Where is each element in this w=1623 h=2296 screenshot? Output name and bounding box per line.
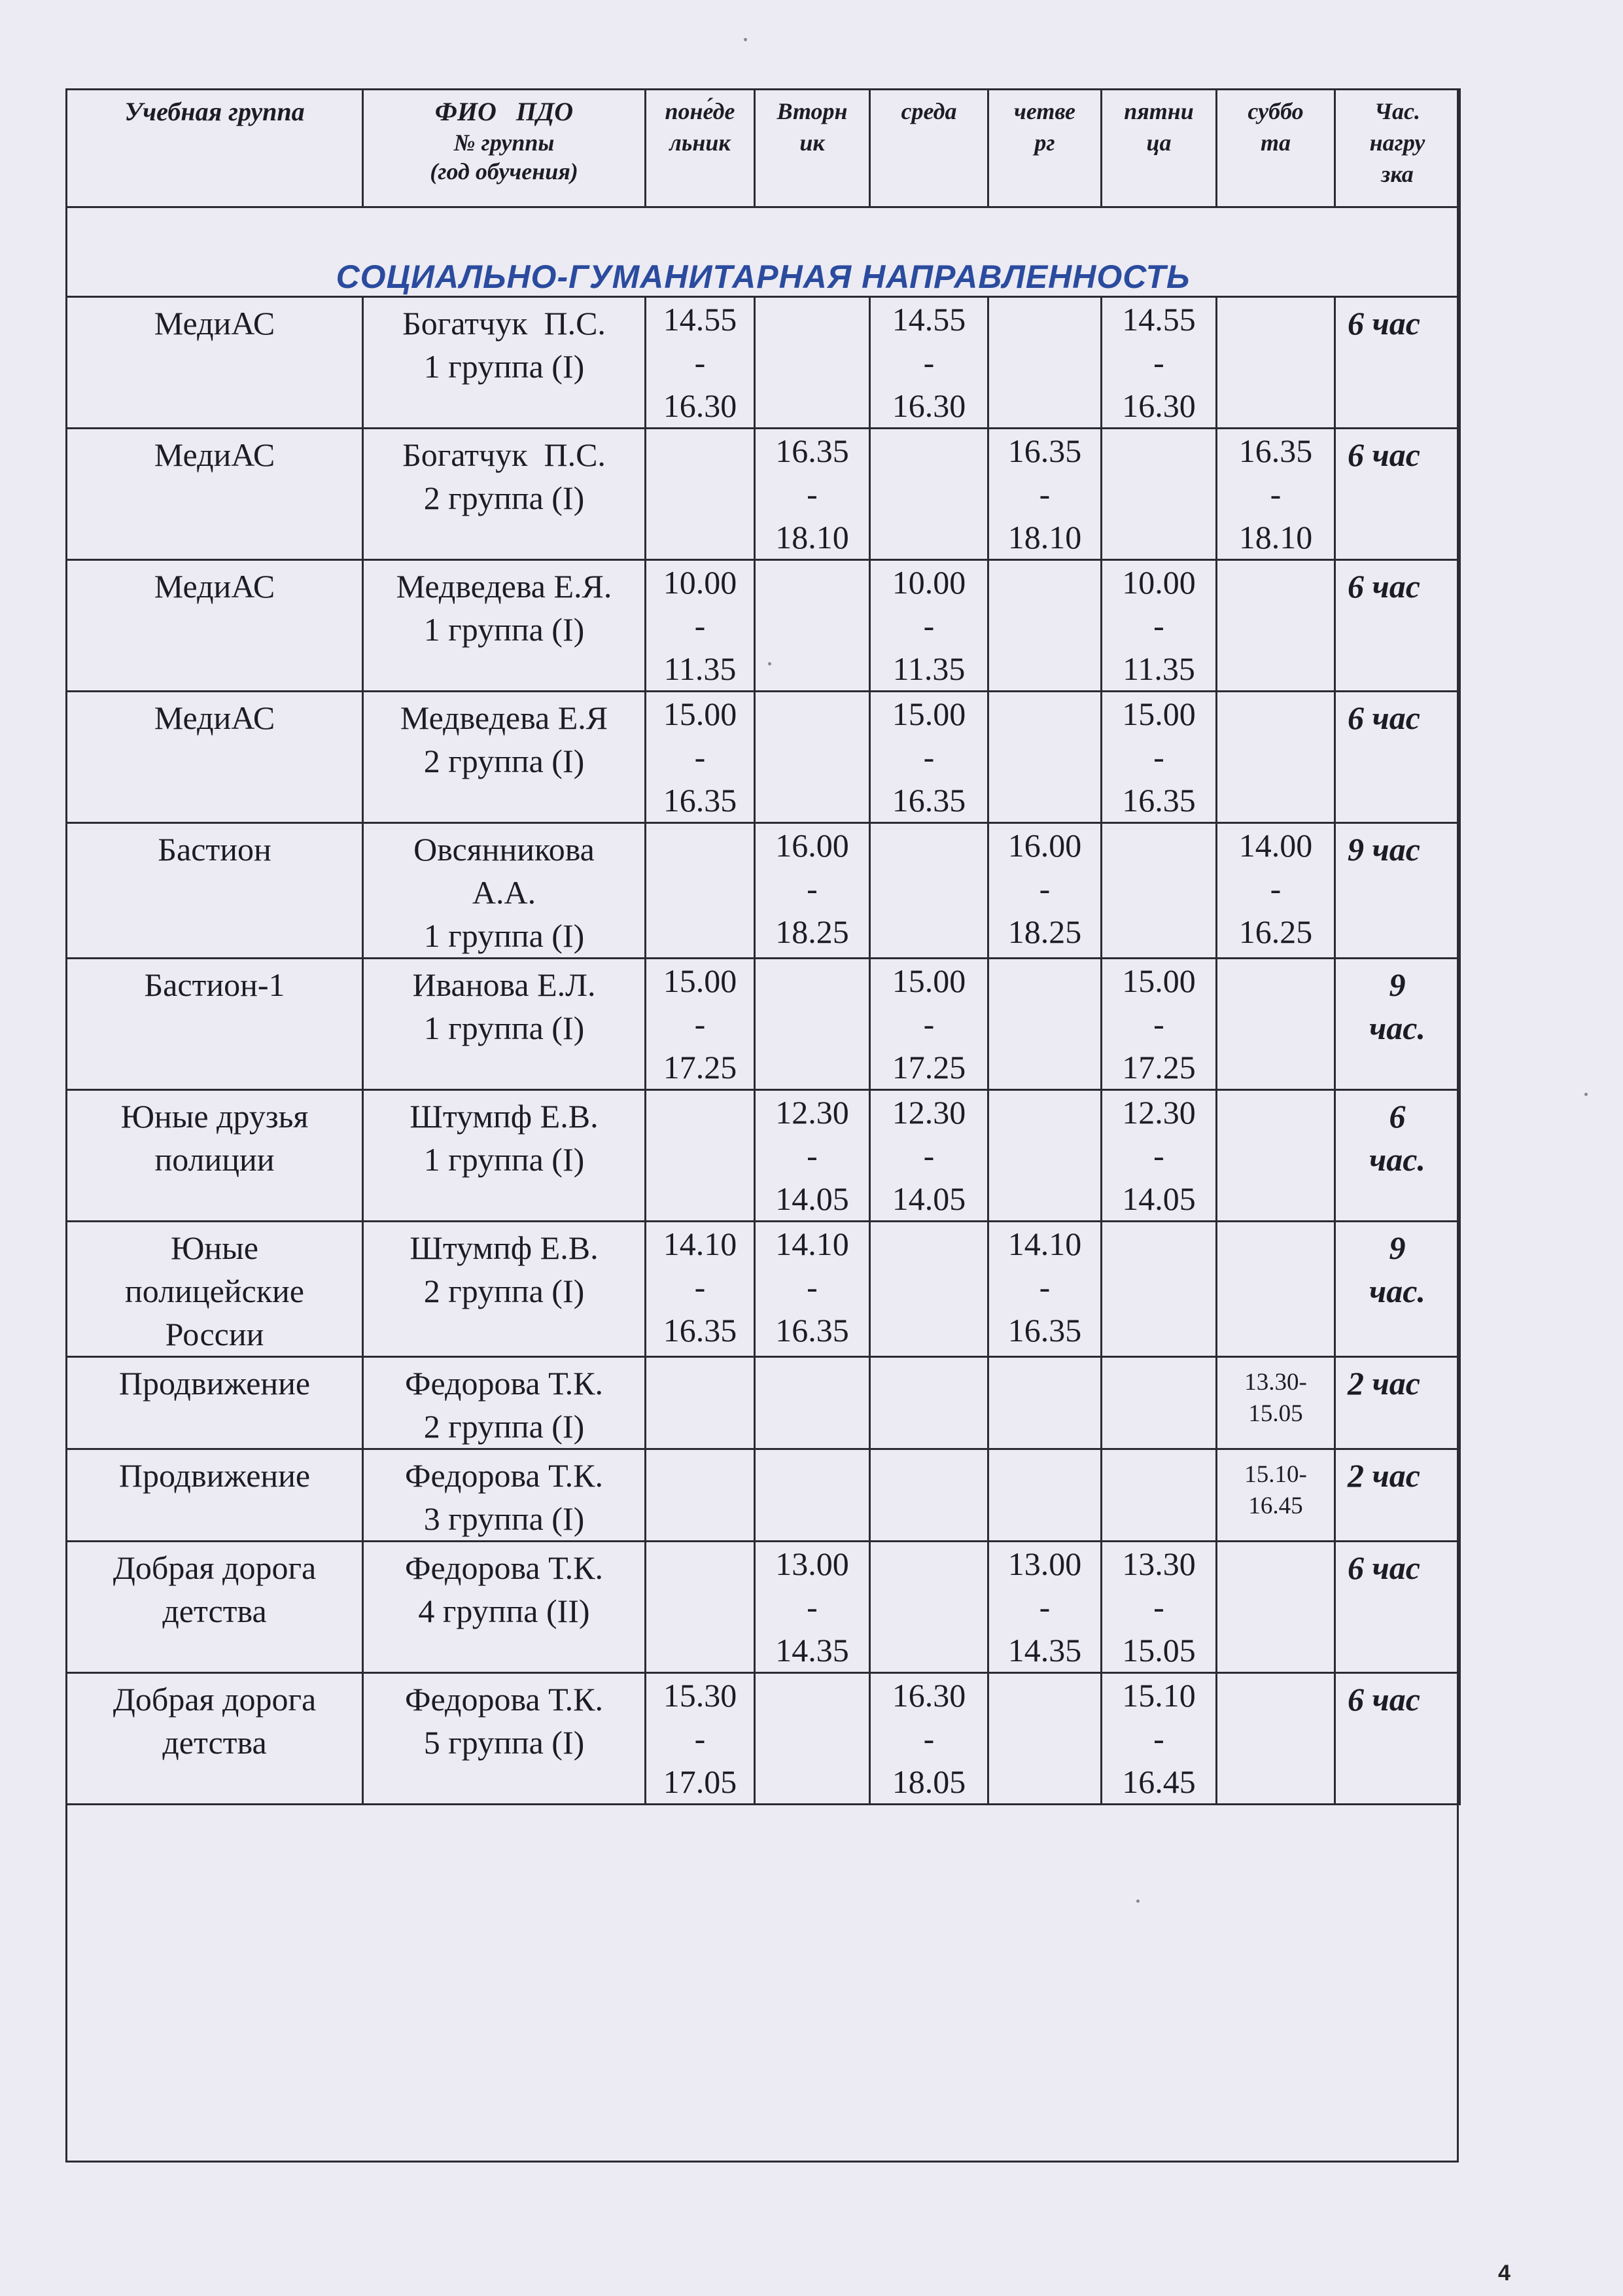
- table-row: [67, 1449, 1460, 1542]
- load-cell: 6 час: [1335, 692, 1460, 823]
- monday-cell: 10.00 - 11.35: [646, 560, 755, 692]
- thursday-cell: [988, 1357, 1102, 1449]
- table-row: [67, 959, 1460, 1090]
- group-name: МедиАС: [67, 297, 363, 429]
- friday-cell: [1102, 1449, 1217, 1542]
- table-row: [67, 297, 1460, 429]
- wednesday-cell: 14.55 - 16.30: [870, 297, 988, 429]
- tuesday-cell: 12.30 - 14.05: [755, 1090, 870, 1222]
- teacher-cell: Медведева Е.Я 2 группа (I): [363, 692, 646, 823]
- tuesday-cell: [755, 1673, 870, 1805]
- scan-speck: [744, 38, 747, 41]
- header-group: Учебная группа: [67, 90, 363, 207]
- load-cell: 6 час: [1335, 429, 1460, 560]
- monday-cell: 15.30 - 17.05: [646, 1673, 755, 1805]
- friday-cell: 10.00 - 11.35: [1102, 560, 1217, 692]
- monday-cell: [646, 429, 755, 560]
- teacher-cell: Штумпф Е.В. 1 группа (I): [363, 1090, 646, 1222]
- saturday-cell: 16.35 - 18.10: [1217, 429, 1335, 560]
- saturday-cell: [1217, 1090, 1335, 1222]
- monday-cell: [646, 823, 755, 959]
- wednesday-cell: 12.30 - 14.05: [870, 1090, 988, 1222]
- table-row: [67, 429, 1460, 560]
- thursday-cell: 16.00 - 18.25: [988, 823, 1102, 959]
- load-cell: 6 час: [1335, 297, 1460, 429]
- table-row: [67, 692, 1460, 823]
- header-thursday: четве рг: [988, 90, 1102, 207]
- scan-speck: [1136, 1899, 1140, 1903]
- wednesday-cell: [870, 1357, 988, 1449]
- friday-cell: [1102, 823, 1217, 959]
- table-row: [67, 823, 1460, 959]
- monday-cell: 15.00 - 17.25: [646, 959, 755, 1090]
- tuesday-cell: 14.10 - 16.35: [755, 1222, 870, 1357]
- table-row: [67, 560, 1460, 692]
- monday-cell: 14.10 - 16.35: [646, 1222, 755, 1357]
- header-friday: пятни ца: [1102, 90, 1217, 207]
- table-row: [67, 1673, 1460, 1805]
- load-cell: 2 час: [1335, 1449, 1460, 1542]
- scan-speck: [768, 662, 771, 665]
- thursday-cell: [988, 1449, 1102, 1542]
- monday-cell: [646, 1449, 755, 1542]
- thursday-cell: [988, 1090, 1102, 1222]
- wednesday-cell: 15.00 - 16.35: [870, 692, 988, 823]
- group-name: Юные полицейские России: [67, 1222, 363, 1357]
- thursday-cell: 13.00 - 14.35: [988, 1542, 1102, 1673]
- load-cell: 6 час: [1335, 560, 1460, 692]
- thursday-cell: [988, 1673, 1102, 1805]
- tuesday-cell: 16.00 - 18.25: [755, 823, 870, 959]
- tuesday-cell: 13.00 - 14.35: [755, 1542, 870, 1673]
- header-row: [67, 90, 1460, 207]
- wednesday-cell: [870, 1222, 988, 1357]
- thursday-cell: [988, 297, 1102, 429]
- load-cell: 9 час.: [1335, 1222, 1460, 1357]
- teacher-cell: Богатчук П.С. 2 группа (I): [363, 429, 646, 560]
- tuesday-cell: 16.35 - 18.10: [755, 429, 870, 560]
- tuesday-cell: [755, 560, 870, 692]
- group-name: Юные друзья полиции: [67, 1090, 363, 1222]
- teacher-cell: Федорова Т.К. 4 группа (II): [363, 1542, 646, 1673]
- page-number: 4: [1498, 2261, 1510, 2286]
- tuesday-cell: [755, 1449, 870, 1542]
- table-row: [67, 1357, 1460, 1449]
- group-name: Продвижение: [67, 1357, 363, 1449]
- wednesday-cell: [870, 823, 988, 959]
- group-name: Добрая дорога детства: [67, 1673, 363, 1805]
- monday-cell: [646, 1542, 755, 1673]
- saturday-cell: [1217, 1222, 1335, 1357]
- saturday-cell: 14.00 - 16.25: [1217, 823, 1335, 959]
- group-name: МедиАС: [67, 429, 363, 560]
- friday-cell: 15.00 - 17.25: [1102, 959, 1217, 1090]
- saturday-cell: [1217, 1673, 1335, 1805]
- wednesday-cell: 16.30 - 18.05: [870, 1673, 988, 1805]
- group-name: Добрая дорога детства: [67, 1542, 363, 1673]
- header-saturday: суббо та: [1217, 90, 1335, 207]
- saturday-cell: 15.10- 16.45: [1217, 1449, 1335, 1542]
- group-name: МедиАС: [67, 692, 363, 823]
- thursday-cell: [988, 959, 1102, 1090]
- wednesday-cell: 10.00 - 11.35: [870, 560, 988, 692]
- teacher-cell: Федорова Т.К. 5 группа (I): [363, 1673, 646, 1805]
- table-row: [67, 1542, 1460, 1673]
- teacher-cell: Медведева Е.Я. 1 группа (I): [363, 560, 646, 692]
- load-cell: 9 час: [1335, 823, 1460, 959]
- monday-cell: 15.00 - 16.35: [646, 692, 755, 823]
- friday-cell: 15.10 - 16.45: [1102, 1673, 1217, 1805]
- group-name: Бастион: [67, 823, 363, 959]
- saturday-cell: [1217, 1542, 1335, 1673]
- teacher-cell: Богатчук П.С. 1 группа (I): [363, 297, 646, 429]
- section-row: [67, 207, 1460, 297]
- saturday-cell: [1217, 692, 1335, 823]
- load-cell: 9 час.: [1335, 959, 1460, 1090]
- load-cell: 6 час.: [1335, 1090, 1460, 1222]
- load-cell: 2 час: [1335, 1357, 1460, 1449]
- header-teacher: ФИО ПДО № группы (год обучения): [363, 90, 646, 207]
- saturday-cell: 13.30- 15.05: [1217, 1357, 1335, 1449]
- friday-cell: 14.55 - 16.30: [1102, 297, 1217, 429]
- teacher-cell: Федорова Т.К. 2 группа (I): [363, 1357, 646, 1449]
- tuesday-cell: [755, 959, 870, 1090]
- thursday-cell: [988, 560, 1102, 692]
- section-title: СОЦИАЛЬНО-ГУМАНИТАРНАЯ НАПРАВЛЕННОСТЬ: [336, 258, 1191, 295]
- friday-cell: 15.00 - 16.35: [1102, 692, 1217, 823]
- wednesday-cell: [870, 429, 988, 560]
- wednesday-cell: 15.00 - 17.25: [870, 959, 988, 1090]
- teacher-cell: Иванова Е.Л. 1 группа (I): [363, 959, 646, 1090]
- header-wednesday: среда: [870, 90, 988, 207]
- tuesday-cell: [755, 297, 870, 429]
- header-load: Час. нагру зка: [1335, 90, 1460, 207]
- friday-cell: [1102, 1357, 1217, 1449]
- monday-cell: [646, 1357, 755, 1449]
- wednesday-cell: [870, 1542, 988, 1673]
- friday-cell: 13.30 - 15.05: [1102, 1542, 1217, 1673]
- tuesday-cell: [755, 1357, 870, 1449]
- teacher-cell: Штумпф Е.В. 2 группа (I): [363, 1222, 646, 1357]
- saturday-cell: [1217, 959, 1335, 1090]
- monday-cell: 14.55 - 16.30: [646, 297, 755, 429]
- table-row: [67, 1090, 1460, 1222]
- scan-speck: [1584, 1093, 1588, 1096]
- teacher-cell: Федорова Т.К. 3 группа (I): [363, 1449, 646, 1542]
- teacher-cell: Овсянникова А.А. 1 группа (I): [363, 823, 646, 959]
- saturday-cell: [1217, 560, 1335, 692]
- friday-cell: 12.30 - 14.05: [1102, 1090, 1217, 1222]
- friday-cell: [1102, 1222, 1217, 1357]
- schedule-table: [65, 88, 1461, 1805]
- header-monday: поне́де льник: [646, 90, 755, 207]
- saturday-cell: [1217, 297, 1335, 429]
- group-name: Продвижение: [67, 1449, 363, 1542]
- group-name: МедиАС: [67, 560, 363, 692]
- header-tuesday: Вторн ик: [755, 90, 870, 207]
- load-cell: 6 час: [1335, 1542, 1460, 1673]
- section-cell: [67, 207, 1460, 297]
- thursday-cell: 14.10 - 16.35: [988, 1222, 1102, 1357]
- wednesday-cell: [870, 1449, 988, 1542]
- thursday-cell: [988, 692, 1102, 823]
- load-cell: 6 час: [1335, 1673, 1460, 1805]
- group-name: Бастион-1: [67, 959, 363, 1090]
- thursday-cell: 16.35 - 18.10: [988, 429, 1102, 560]
- table-row: [67, 1222, 1460, 1357]
- friday-cell: [1102, 429, 1217, 560]
- tuesday-cell: [755, 692, 870, 823]
- monday-cell: [646, 1090, 755, 1222]
